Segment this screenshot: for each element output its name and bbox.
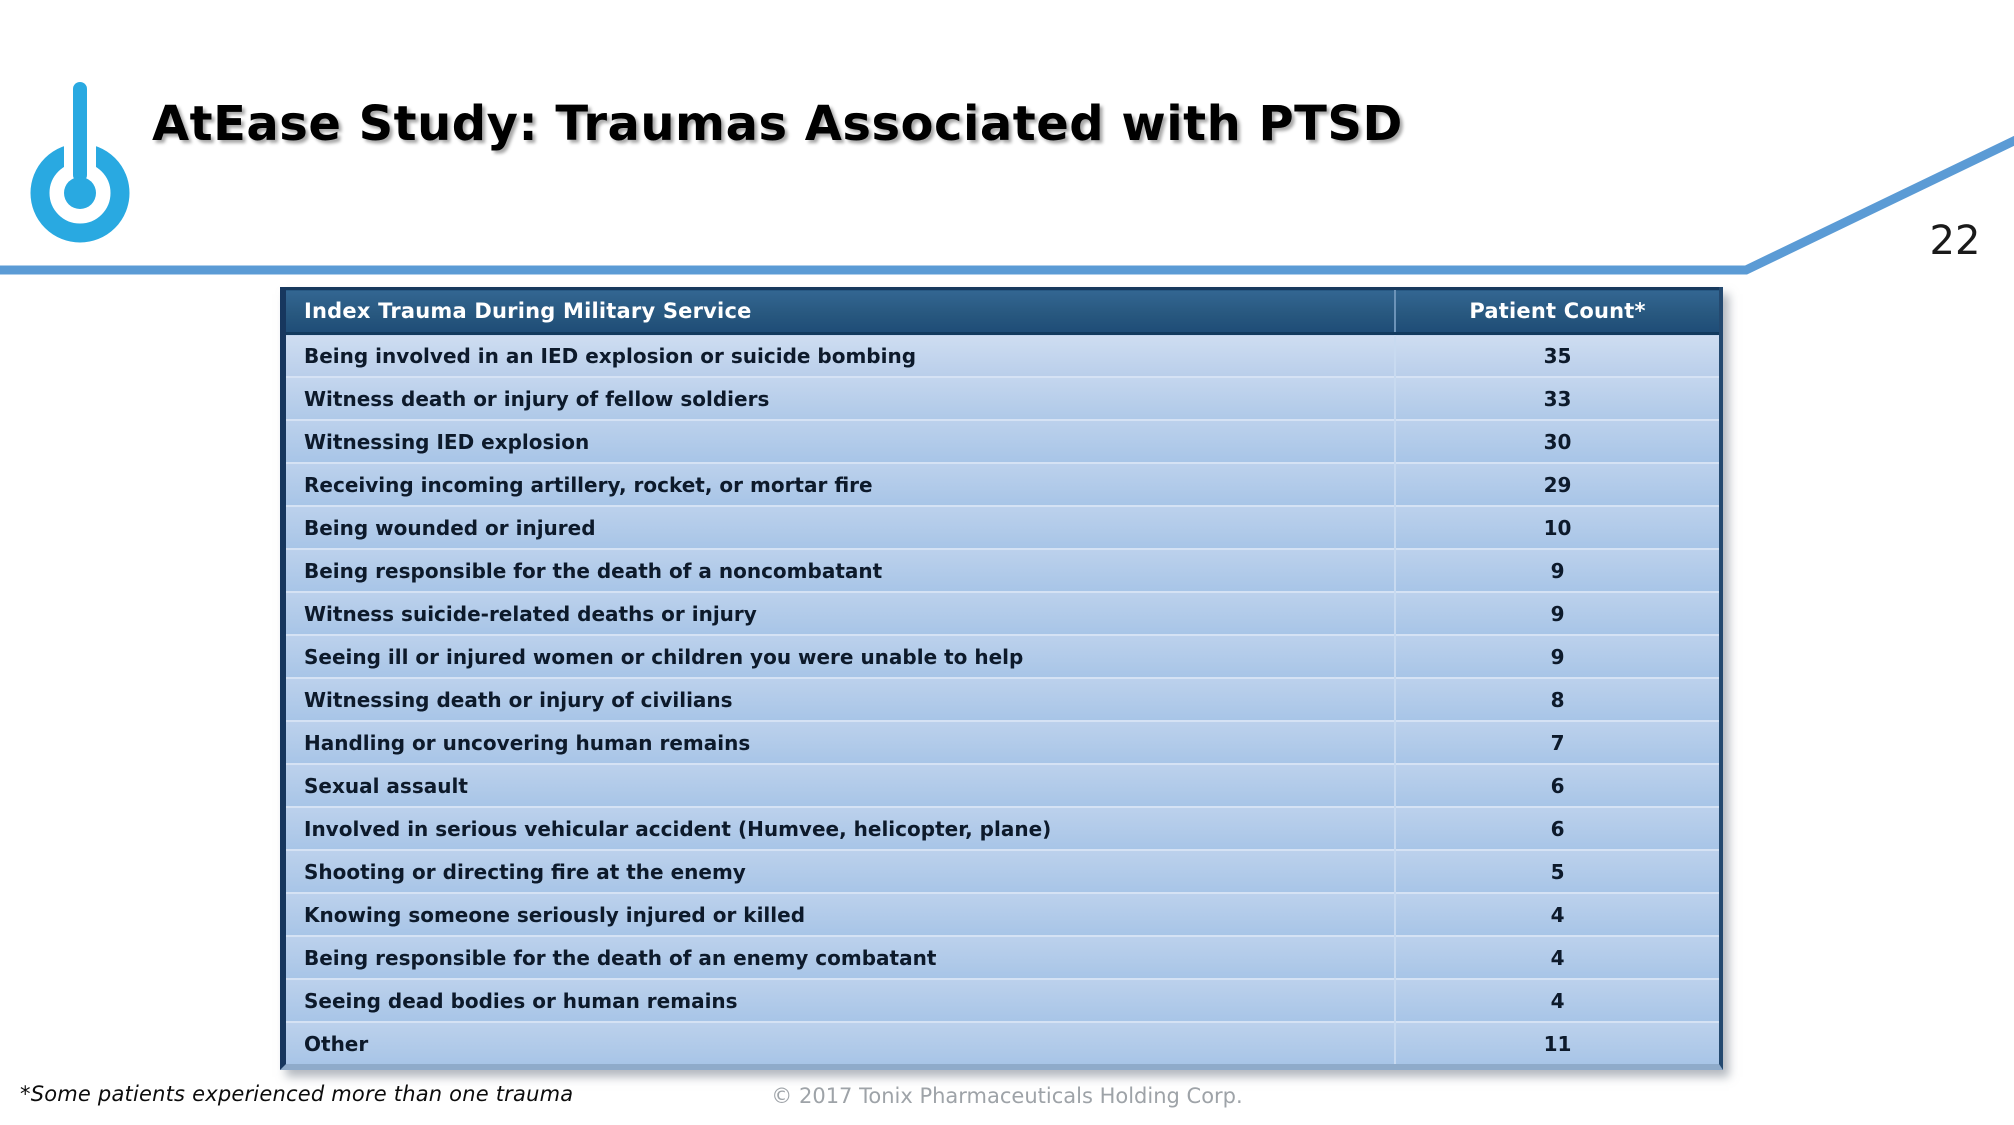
count-cell: 35 <box>1395 334 1719 378</box>
trauma-column-header: Index Trauma During Military Service <box>286 289 1395 334</box>
trauma-cell: Handling or uncovering human remains <box>286 721 1395 764</box>
trauma-cell: Seeing ill or injured women or children you were unable to help <box>286 635 1395 678</box>
count-cell: 9 <box>1395 592 1719 635</box>
footnote: *Some patients experienced more than one trauma <box>20 1082 574 1106</box>
trauma-cell: Receiving incoming artillery, rocket, or mortar fire <box>286 463 1395 506</box>
count-cell: 6 <box>1395 764 1719 807</box>
trauma-cell: Being responsible for the death of an enemy combatant <box>286 936 1395 979</box>
table-row <box>286 1022 1719 1064</box>
trauma-table <box>286 287 1719 1064</box>
count-cell: 29 <box>1395 463 1719 506</box>
trauma-cell: Involved in serious vehicular accident (Humvee, helicopter, plane) <box>286 807 1395 850</box>
table-row <box>286 592 1719 635</box>
page-number: 22 <box>1929 218 1981 264</box>
table-row <box>286 463 1719 506</box>
table-row <box>286 377 1719 420</box>
table-row <box>286 807 1719 850</box>
table-row <box>286 764 1719 807</box>
trauma-cell: Witnessing death or injury of civilians <box>286 678 1395 721</box>
trauma-cell: Being responsible for the death of a noncombatant <box>286 549 1395 592</box>
slide-title: AtEase Study: Traumas Associated with PTSD <box>152 96 1403 152</box>
trauma-cell: Sexual assault <box>286 764 1395 807</box>
table-row <box>286 850 1719 893</box>
table-row <box>286 979 1719 1022</box>
table-body <box>286 334 1719 1065</box>
trauma-cell: Witnessing IED explosion <box>286 420 1395 463</box>
trauma-cell: Knowing someone seriously injured or killed <box>286 893 1395 936</box>
count-cell: 5 <box>1395 850 1719 893</box>
count-cell: 33 <box>1395 377 1719 420</box>
trauma-cell: Shooting or directing fire at the enemy <box>286 850 1395 893</box>
copyright-text: © 2017 Tonix Pharmaceuticals Holding Corp. <box>771 1084 1243 1108</box>
patient-count-column-header: Patient Count* <box>1395 289 1719 334</box>
trauma-cell: Witness suicide-related deaths or injury <box>286 592 1395 635</box>
count-cell: 10 <box>1395 506 1719 549</box>
trauma-cell: Being involved in an IED explosion or suicide bombing <box>286 334 1395 378</box>
trauma-cell: Being wounded or injured <box>286 506 1395 549</box>
trauma-cell: Witness death or injury of fellow soldiers <box>286 377 1395 420</box>
count-cell: 6 <box>1395 807 1719 850</box>
trauma-cell: Seeing dead bodies or human remains <box>286 979 1395 1022</box>
table-row <box>286 635 1719 678</box>
table-row <box>286 893 1719 936</box>
table-row <box>286 936 1719 979</box>
table-row <box>286 334 1719 378</box>
count-cell: 9 <box>1395 549 1719 592</box>
count-cell: 4 <box>1395 979 1719 1022</box>
table-row <box>286 678 1719 721</box>
table-row <box>286 506 1719 549</box>
trauma-cell: Other <box>286 1022 1395 1064</box>
count-cell: 8 <box>1395 678 1719 721</box>
count-cell: 11 <box>1395 1022 1719 1064</box>
table-row <box>286 549 1719 592</box>
table-row <box>286 420 1719 463</box>
power-button-logo-icon <box>30 76 130 248</box>
count-cell: 30 <box>1395 420 1719 463</box>
count-cell: 4 <box>1395 936 1719 979</box>
trauma-table-container <box>280 287 1723 1070</box>
count-cell: 4 <box>1395 893 1719 936</box>
table-row <box>286 721 1719 764</box>
count-cell: 9 <box>1395 635 1719 678</box>
count-cell: 7 <box>1395 721 1719 764</box>
table-header-row <box>286 289 1719 334</box>
